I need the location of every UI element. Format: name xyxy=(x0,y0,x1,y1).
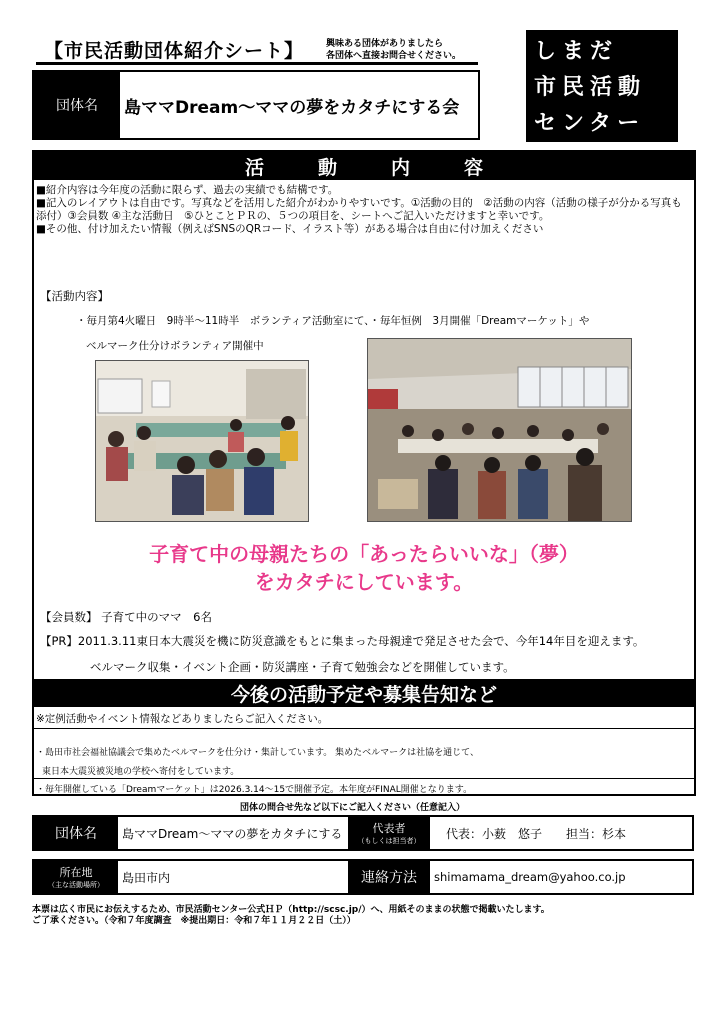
schedule-divider xyxy=(34,778,694,779)
slogan-line: をカタチにしています。 xyxy=(254,570,474,594)
contact-group-value: 島ママDream〜ママの夢をカタチにする xyxy=(122,826,343,841)
slogan-line: 子育て中の母親たちの「あったらいいな」（夢） xyxy=(149,542,579,566)
activity-content-line: ベルマーク仕分けボランティア開催中 xyxy=(86,340,264,352)
contact-method-label: 連絡方法 xyxy=(348,861,430,893)
pr-text: ベルマーク収集・イベント企画・防災講座・子育て勉強会などを開催しています。 xyxy=(90,660,515,674)
volunteer-room-photo xyxy=(95,360,309,522)
activity-content-line: ・毎月第4火曜日 9時半〜11時半 ボランティア活動室にて、・毎年恒例 3月開催「Dreamマーケット」や xyxy=(76,315,590,327)
schedule-line: 東日本大震災被災地の学校へ寄付をしています。 xyxy=(42,767,240,777)
notice-line: 各団体へ直接お問合せください。 xyxy=(326,51,462,61)
schedule-note: ※定例活動やイベント情報などありましたらご記入ください。 xyxy=(36,713,329,725)
contact-row-1 xyxy=(32,815,694,851)
schedule-line: ・島田市社会福祉協議会で集めたベルマークを仕分け・集計しています。 集めたベルマークは社協を通じて、 xyxy=(36,748,479,758)
contact-note: 団体の問合せ先など以下にご記入ください（任意記入） xyxy=(240,803,466,813)
contact-location-label-cell xyxy=(34,861,118,893)
contact-group-label: 団体名 xyxy=(34,817,118,849)
contact-location-sublabel: （主な活動場所） xyxy=(48,881,104,889)
schedule-line: ・毎年開催している「Dreamマーケット」は2026.3.14〜15で開催予定。本年度がFINAL開催となります。 xyxy=(36,785,473,795)
instruction-line: ■紹介内容は今年度の活動に限らず、過去の実績でも結構です。 xyxy=(36,184,339,196)
sheet-title: 【市民活動団体紹介シート】 xyxy=(44,40,305,62)
contact-rep-sublabel: （もしくは担当者） xyxy=(357,837,421,845)
footer-line: 本票は広く市民にお伝えするため、市民活動センター公式ＨＰ（http://scsc.jp/）へ、用紙そのままの状態で掲載いたします。 xyxy=(32,905,550,915)
schedule-heading: 今後の活動予定や募集告知など xyxy=(34,679,694,707)
activity-heading: 活動内容 xyxy=(34,152,694,180)
footer-line: ご了承ください。（令和７年度調査 ※提出期日：令和７年１１月２２日（土）） xyxy=(32,916,356,926)
title-underline xyxy=(36,62,478,65)
group-name-box xyxy=(32,70,480,140)
contact-location-label: 所在地 xyxy=(59,866,93,879)
footer-note xyxy=(32,905,550,927)
contact-rep-label-cell xyxy=(348,817,430,849)
center-logo xyxy=(526,30,678,142)
dream-market-photo xyxy=(367,338,632,522)
contact-rep-value: 代表：小薮 悠子 担当：杉本 xyxy=(446,826,627,841)
pr-text: 【PR】2011.3.11東日本大震災を機に防災意識をもとに集まった母親達で発足させた会で、今年14年目を迎えます。 xyxy=(40,634,645,648)
instruction-line: ■記入のレイアウトは自由です。写真などを活用した紹介がわかりやすいです。①活動の目的 ②活動の内容（活動の様子が分かる写真も添付）③会員数 ④主な活動日 ⑤ひとことＰＲの、５つの項目を、シートへご記入いただけますと幸いです。 xyxy=(36,197,682,222)
inquiry-notice xyxy=(326,38,461,62)
instruction-line: ■その他、付け加えたい情報（例えばSNSのQRコード、イラスト等）がある場合は自由に付け加えください xyxy=(36,223,544,235)
logo-line: 市民活動 xyxy=(534,75,647,100)
contact-method-value: shimamama_dream@yahoo.co.jp xyxy=(434,870,626,884)
logo-line: しまだ xyxy=(534,39,619,64)
contact-row-2 xyxy=(32,859,694,895)
group-name-value: 島ママDream〜ママの夢をカタチにする会 xyxy=(124,97,460,118)
instructions xyxy=(36,184,690,236)
notice-line: 興味ある団体がありましたら xyxy=(326,39,444,49)
contact-location-value: 島田市内 xyxy=(122,870,171,885)
logo-line: センター xyxy=(534,111,646,136)
contact-rep-label: 代表者 xyxy=(372,822,406,835)
group-name-label: 団体名 xyxy=(34,72,120,138)
members-count: 【会員数】 子育て中のママ 6名 xyxy=(40,610,212,624)
schedule-divider xyxy=(34,728,694,729)
activity-content-label: 【活動内容】 xyxy=(40,289,109,303)
